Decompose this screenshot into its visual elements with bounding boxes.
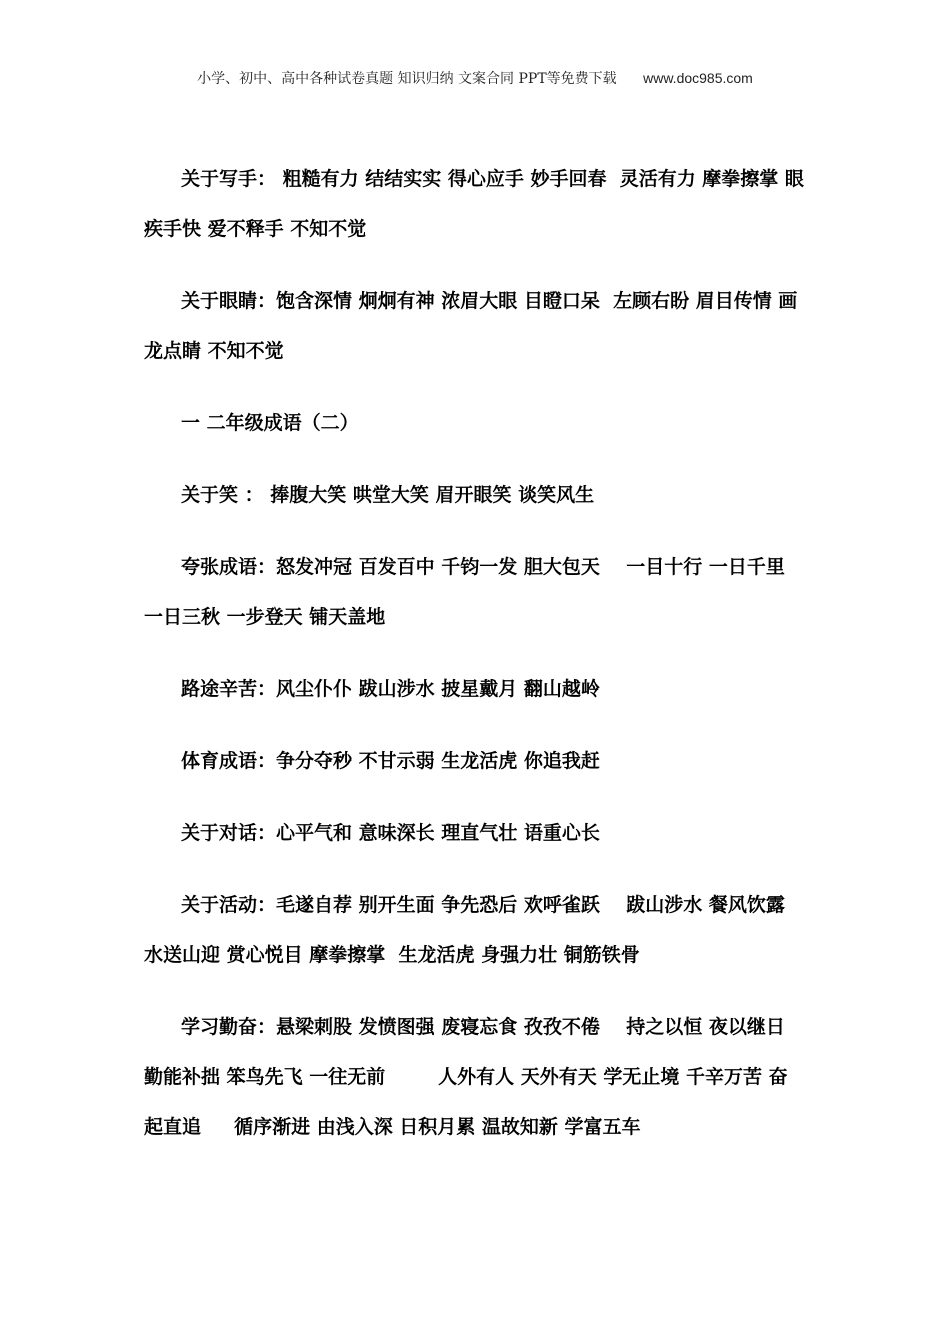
paragraph-eyes: 关于眼睛：饱含深情 炯炯有神 浓眉大眼 目瞪口呆 左顾右盼 眉目传情 画龙点睛 不知不觉 xyxy=(144,290,798,362)
paragraph-activities: 关于活动：毛遂自荐 别开生面 争先恐后 欢呼雀跃 跋山涉水 餐风饮露 水送山迎 赏心悦目 摩拳擦掌 生龙活虎 身强力壮 铜筋铁骨 xyxy=(144,894,792,966)
paragraph-laugh: 关于笑 ： 捧腹大笑 哄堂大笑 眉开眼笑 谈笑风生 xyxy=(181,484,595,506)
paragraph-exaggeration: 夸张成语：怒发冲冠 百发百中 千钧一发 胆大包天 一目十行 一日千里 一日三秋 一步登天 铺天盖地 xyxy=(144,556,792,628)
section-heading: 一 二年级成语（二） xyxy=(181,412,359,434)
header-site-link[interactable]: www.doc985.com xyxy=(643,70,753,86)
header-text: 小学、初中、高中各种试卷真题 知识归纳 文案合同 PPT等免费下载 xyxy=(197,71,617,87)
paragraph-journey: 路途辛苦：风尘仆仆 跋山涉水 披星戴月 翻山越岭 xyxy=(181,678,600,700)
paragraph-sports: 体育成语：争分夺秒 不甘示弱 生龙活虎 你追我赶 xyxy=(181,750,600,772)
paragraph-dialogue: 关于对话：心平气和 意味深长 理直气壮 语重心长 xyxy=(181,822,600,844)
paragraph-writing-hands: 关于写手： 粗糙有力 结结实实 得心应手 妙手回春 灵活有力 摩拳擦掌 眼疾手快 爱不释手 不知不觉 xyxy=(144,168,804,240)
page-header xyxy=(0,68,950,88)
paragraph-diligence: 学习勤奋：悬梁刺股 发愤图强 废寝忘食 孜孜不倦 持之以恒 夜以继日 勤能补拙 笨鸟先飞 一往无前 人外有人 天外有天 学无止境 千辛万苦 奋起直追 循序渐进 由浅入深 日积月累 温故知新 学富五车 xyxy=(144,1016,792,1138)
document-body xyxy=(144,154,804,1174)
